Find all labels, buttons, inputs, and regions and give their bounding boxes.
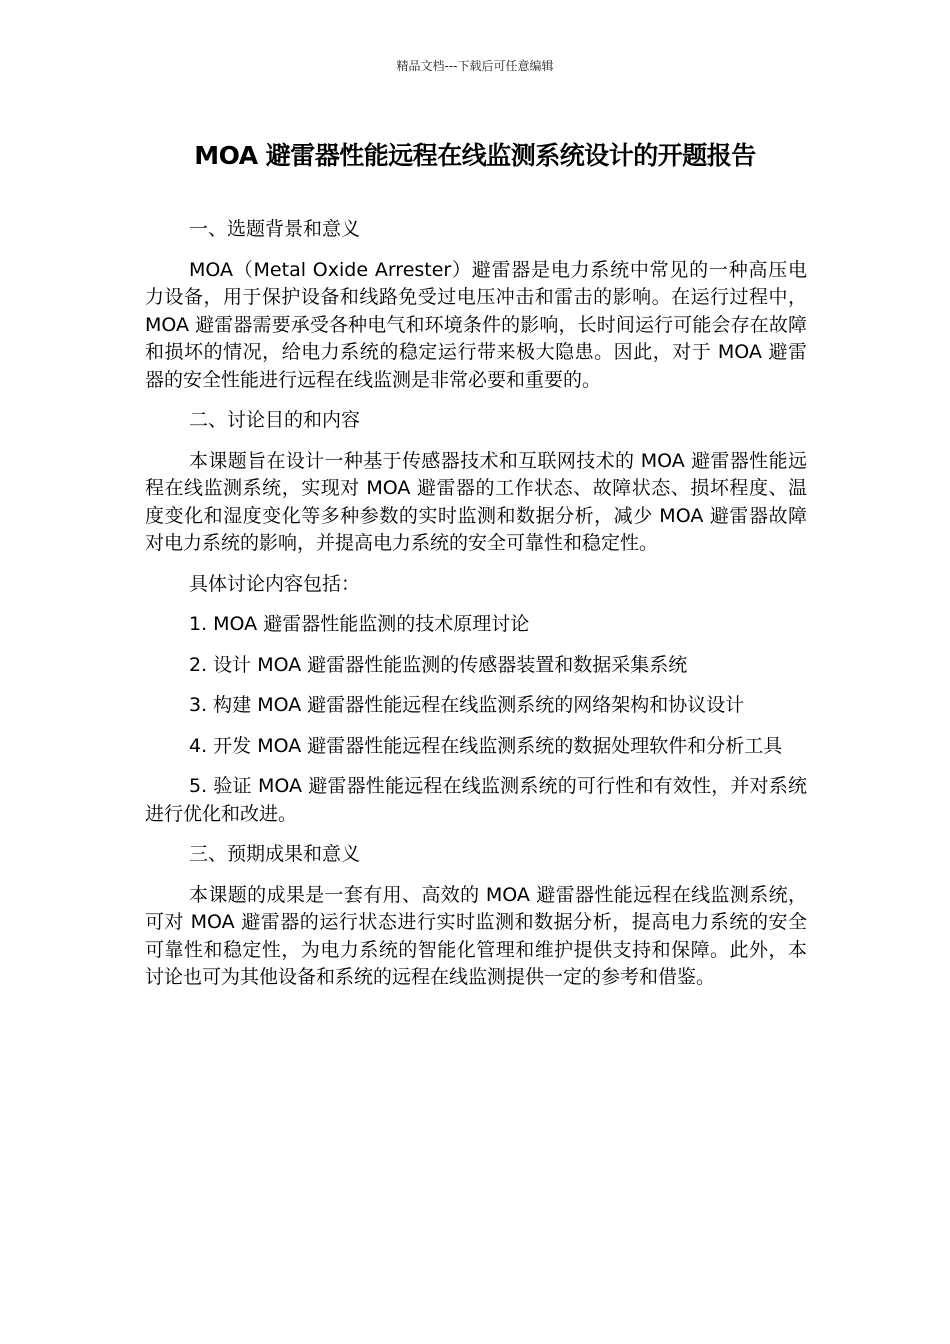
list-intro: 具体讨论内容包括： <box>189 572 361 595</box>
section-heading-objectives: 二、讨论目的和内容 <box>189 409 361 431</box>
paragraph-objectives: 本课题旨在设计一种基于传感器技术和互联网技术的 MOA 避雷器性能远程在线监测系统，实现对 MOA 避雷器的工作状态、故障状态、损坏程度、温度变化和湿度变化等多种参数的实时监测和数据分析，减少 MOA 避雷器故障对电力系统的影响，并提高电力系统的安全可靠性和稳定性。 <box>145 449 807 554</box>
document-title: MOA 避雷器性能远程在线监测系统设计的开题报告 <box>194 141 756 170</box>
list-item: 1. MOA 避雷器性能监测的技术原理讨论 <box>189 613 530 635</box>
section-heading-background: 一、选题背景和意义 <box>189 218 361 240</box>
header-note: 精品文档---下载后可任意编辑 <box>396 59 554 73</box>
list-item: 2. 设计 MOA 避雷器性能监测的传感器装置和数据采集系统 <box>189 653 688 676</box>
paragraph-background: MOA（Metal Oxide Arrester）避雷器是电力系统中常见的一种高压电力设备，用于保护设备和线路免受过电压冲击和雷击的影响。在运行过程中，MOA 避雷器需要承受各种电气和环境条件的影响，长时间运行可能会存在故障和损坏的情况，给电力系统的稳定运行带来极大隐患。因此，对于 MOA 避雷器的安全性能进行远程在线监测是非常必要和重要的。 <box>145 258 807 391</box>
paragraph-outcomes: 本课题的成果是一套有用、高效的 MOA 避雷器性能远程在线监测系统，可对 MOA 避雷器的运行状态进行实时监测和数据分析，提高电力系统的安全可靠性和稳定性，为电力系统的智能化管理和维护提供支持和保障。此外，本讨论也可为其他设备和系统的远程在线监测提供一定的参考和借鉴。 <box>145 883 807 988</box>
document-body <box>145 216 807 1005</box>
list-item: 3. 构建 MOA 避雷器性能远程在线监测系统的网络架构和协议设计 <box>189 694 745 716</box>
section-heading-outcomes: 三、预期成果和意义 <box>189 843 361 865</box>
list-item: 5. 验证 MOA 避雷器性能远程在线监测系统的可行性和有效性，并对系统进行优化和改进。 <box>145 775 807 825</box>
list-item: 4. 开发 MOA 避雷器性能远程在线监测系统的数据处理软件和分析工具 <box>189 734 783 757</box>
